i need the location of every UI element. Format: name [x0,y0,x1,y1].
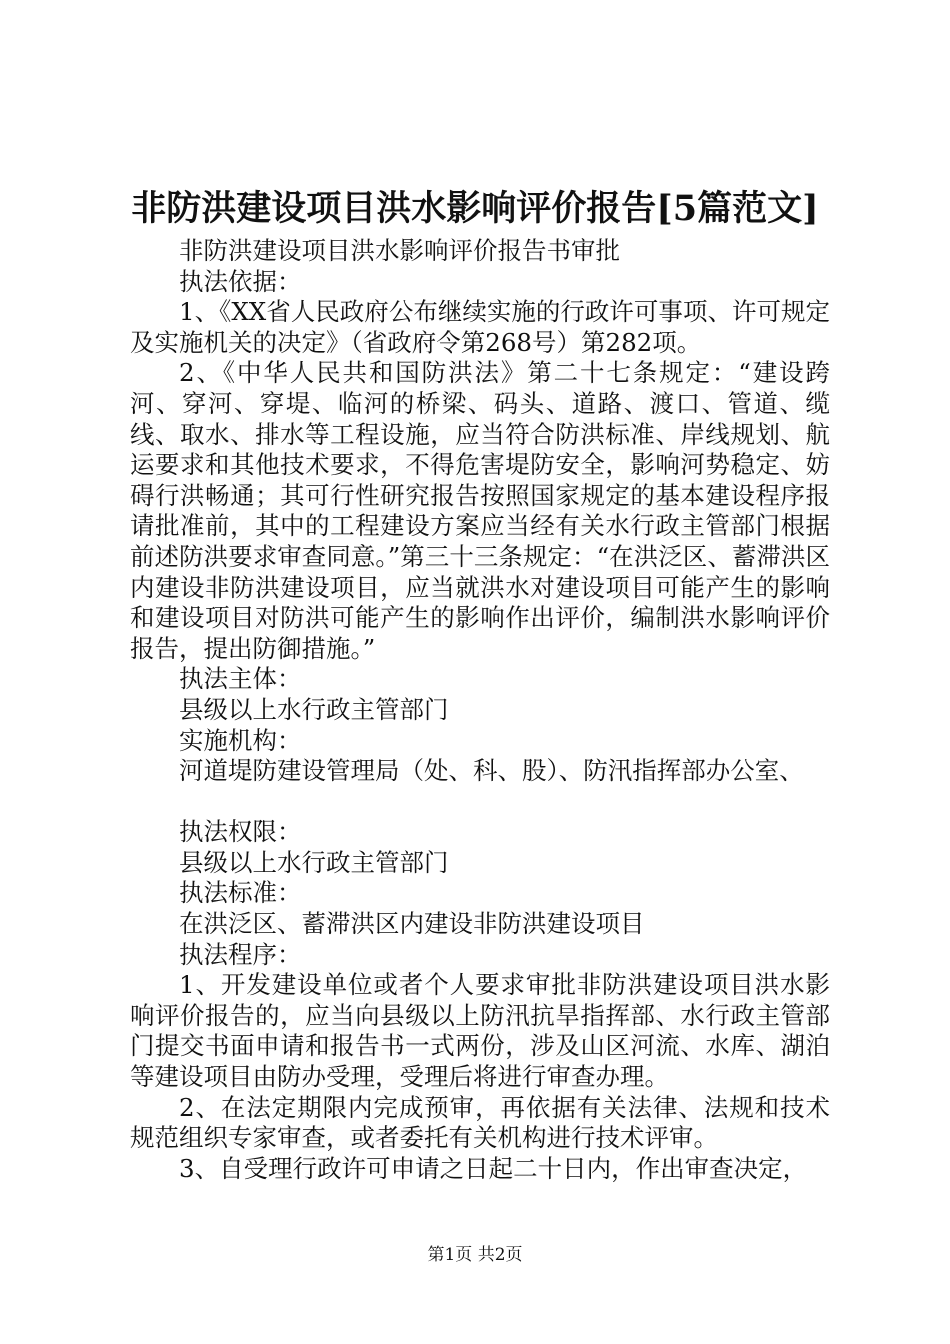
paragraph-procedure-3: 3、自受理行政许可申请之日起二十日内，作出审查决定， [179,1153,808,1183]
paragraph-procedure-1: 1、开发建设单位或者个人要求审批非防洪建设项目洪水影响评价报告的，应当向县级以上防汛抗旱指挥部、水行政主管部门提交书面申请和报告书一式两份，涉及山区河流、水库、湖泊等建设项目由防办受理，受理后将进行审查办理。 [130,970,830,1092]
paragraph-procedure-heading: 执法程序： [179,939,302,969]
paragraph-procedure-2: 2、在法定期限内完成预审，再依据有关法律、法规和技术规范组织专家审查，或者委托有关机构进行技术评审。 [130,1092,830,1153]
paragraph-standard: 在洪泛区、蓄滞洪区内建设非防洪建设项目 [179,909,645,939]
paragraph-basis-heading: 执法依据： [179,266,302,296]
paragraph-agency: 河道堤防建设管理局（处、科、股）、防汛指挥部办公室、 [179,756,804,786]
document-title: 非防洪建设项目洪水影响评价报告[5篇范文] [131,188,819,229]
paragraph-authority: 县级以上水行政主管部门 [179,847,449,877]
paragraph-basis-2: 2、《中华人民共和国防洪法》第二十七条规定：“建设跨河、穿河、穿堤、临河的桥梁、码头、道路、渡口、管道、缆线、取水、排水等工程设施，应当符合防洪标准、岸线规划、航运要求和其他技术要求，不得危害堤防安全，影响河势稳定、妨碍行洪畅通；其可行性研究报告按照国家规定的基本建设程序报请批准前，其中的工程建设方案应当经有关水行政主管部门根据前述防洪要求审查同意。”第三十三条规定：“在洪泛区、蓄滞洪区内建设非防洪建设项目，应当就洪水对建设项目可能产生的影响和建设项目对防洪可能产生的影响作出评价，编制洪水影响评价报告，提出防御措施。” [130,358,830,663]
paragraph-subject: 县级以上水行政主管部门 [179,694,449,724]
page-footer: 第1页 共2页 [427,1245,523,1265]
document-body [130,236,830,1184]
paragraph-agency-heading: 实施机构： [179,725,302,755]
paragraph-standard-heading: 执法标准： [179,878,302,908]
paragraph-basis-1: 1、《XX省人民政府公布继续实施的行政许可事项、许可规定及实施机关的决定》（省政府令第268号）第282项。 [130,297,830,357]
paragraph-subject-heading: 执法主体： [179,664,302,694]
paragraph-blank [130,787,830,818]
paragraph-subtitle: 非防洪建设项目洪水影响评价报告书审批 [179,236,620,265]
paragraph-authority-heading: 执法权限： [179,817,302,847]
